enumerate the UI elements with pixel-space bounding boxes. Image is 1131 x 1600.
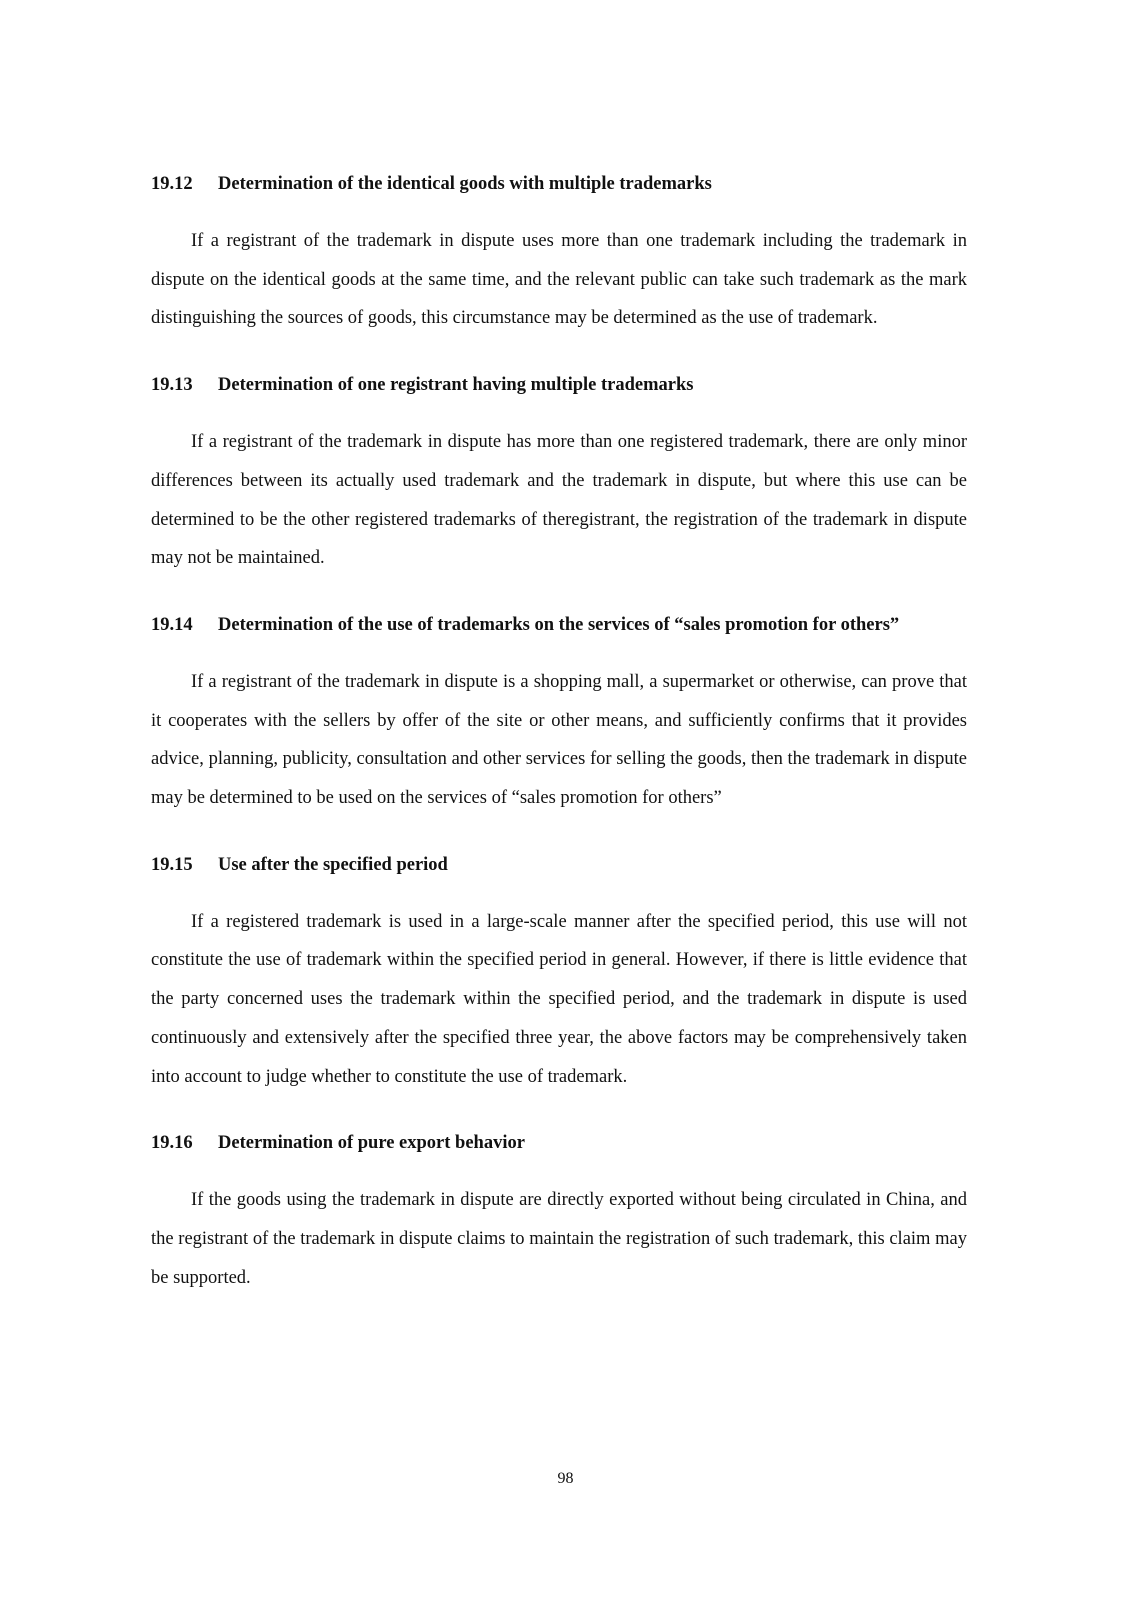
section-title: Use after the specified period	[218, 854, 448, 875]
page-number: 98	[557, 1470, 574, 1487]
section-title: Determination of pure export behavior	[218, 1133, 525, 1154]
section-body: If a registrant of the trademark in dispute has more than one registered trademark, there are only minor differences between its actually used trademark and the trademark in dispute, but where this use can be determined to be the other registered trademarks of theregistrant, the registration of the trademark in dispute may not be maintained.	[151, 432, 967, 569]
section-body: If a registrant of the trademark in dispute uses more than one trademark including the trademark in dispute on the identical goods at the same time, and the relevant public can take such trademark as the mark distinguishing the sources of goods, this circumstance may be determined as the use of trademark.	[151, 231, 967, 329]
section-body: If a registered trademark is used in a large-scale manner after the specified period, this use will not constitute the use of trademark within the specified period in general. However, if there is little evidence that the party concerned uses the trademark within the specified period, and the trademark in dispute is used continuously and extensively after the specified three year, the above factors may be comprehensively taken into account to judge whether to constitute the use of trademark.	[151, 911, 967, 1087]
section-19-15	[151, 851, 967, 1097]
section-heading	[151, 611, 967, 639]
section-title: Determination of the identical goods with multiple trademarks	[218, 174, 712, 194]
section-19-16	[151, 1129, 967, 1297]
section-body: If the goods using the trademark in dispute are directly exported without being circulated in China, and the registrant of the trademark in dispute claims to maintain the registration of such trademark, this claim may be supported.	[151, 1190, 967, 1288]
section-heading	[151, 851, 967, 879]
section-number: 19.15	[151, 854, 193, 875]
section-title: Determination of one registrant having multiple trademarks	[218, 375, 694, 396]
section-heading	[151, 1129, 967, 1157]
section-body: If a registrant of the trademark in dispute is a shopping mall, a supermarket or otherwise, can prove that it cooperates with the sellers by offer of the site or other means, and sufficiently confirms that it provides advice, planning, publicity, consultation and other services for selling the goods, then the trademark in dispute may be determined to be used on the services of “sales promotion for others”	[151, 671, 967, 809]
section-19-12	[151, 170, 967, 338]
section-heading	[151, 170, 967, 198]
section-number: 19.13	[151, 375, 193, 396]
section-title: Determination of the use of trademarks on the services of “sales promotion for others”	[218, 614, 900, 635]
section-19-13	[151, 371, 967, 578]
section-number: 19.16	[151, 1133, 193, 1154]
page-content	[151, 170, 967, 1297]
section-number: 19.12	[151, 174, 193, 194]
section-number: 19.14	[151, 614, 193, 635]
section-heading	[151, 371, 967, 399]
section-19-14	[151, 611, 967, 818]
